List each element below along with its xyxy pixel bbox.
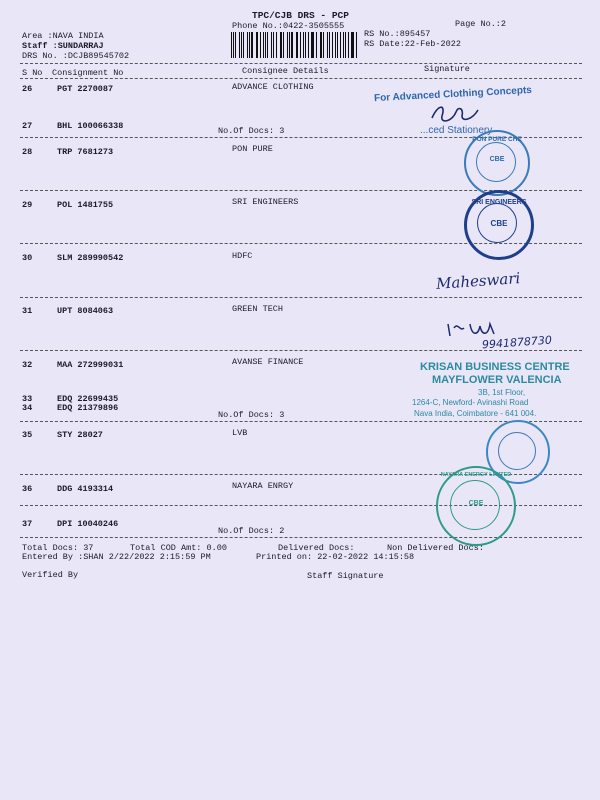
row-sno: 36	[22, 484, 33, 494]
row-divider	[20, 297, 582, 298]
seal-text: PON PURE CHE	[472, 136, 522, 143]
barcode-bar	[267, 32, 268, 58]
rs-date: RS Date:22-Feb-2022	[364, 39, 461, 49]
row-consignment: POL 1481755	[57, 200, 114, 210]
drs-number: DRS No. :DCJB89545702	[22, 51, 130, 61]
barcode	[231, 32, 359, 58]
row-consignment: UPT 8084063	[57, 306, 114, 316]
row-sno: 35	[22, 430, 33, 440]
row-sno: 33	[22, 394, 33, 404]
pon-pure-seal	[464, 130, 530, 196]
row-consignment: BHL 100066338	[57, 121, 124, 131]
row-consignment: PGT 2270087	[57, 84, 114, 94]
barcode-bar	[239, 32, 240, 58]
total-cod: Total COD Amt: 0.00	[130, 543, 227, 553]
barcode-bar	[352, 32, 353, 58]
divider	[20, 78, 582, 79]
seal-city: CBE	[490, 219, 508, 228]
row-consignee: GREEN TECH	[232, 304, 284, 314]
nayara-energy-seal	[436, 466, 516, 546]
phone-signature: 9941878730	[481, 333, 553, 352]
barcode-bar	[323, 32, 324, 58]
row-consignee: ADVANCE CLOTHING	[232, 82, 314, 92]
row-sno: 37	[22, 519, 33, 529]
row-sno: 31	[22, 306, 33, 316]
barcode-bar	[329, 32, 330, 58]
stationery-stamp: ...ced Stationery	[420, 125, 493, 136]
row-consignment: STY 28027	[57, 430, 103, 440]
row-consignment: EDQ 21379896	[57, 403, 119, 413]
sri-engineers-seal	[464, 190, 534, 260]
barcode-bar	[271, 32, 272, 58]
row-sno: 32	[22, 360, 33, 370]
row-consignment: MAA 272999031	[57, 360, 124, 370]
row-sno: 27	[22, 121, 33, 131]
barcode-bar	[283, 32, 284, 58]
seal-city: CBE	[489, 156, 505, 163]
row-docs: No.Of Docs: 2	[218, 526, 285, 536]
barcode-bar	[345, 32, 346, 58]
verified-by: Verified By	[22, 570, 79, 580]
row-consignment: DDG 4193314	[57, 484, 114, 494]
seal-city: CBE	[468, 500, 484, 507]
row-consignment: SLM 289990542	[57, 253, 124, 263]
barcode-bar	[276, 32, 277, 58]
row-consignment: EDQ 22699435	[57, 394, 119, 404]
delivered-docs: Delivered Docs:	[278, 543, 355, 553]
krisan-stamp-line: Nava India, Coimbatore - 641 004.	[414, 409, 537, 418]
row-consignee: AVANSE FINANCE	[232, 357, 304, 367]
krisan-stamp-subtitle: MAYFLOWER VALENCIA	[432, 374, 562, 386]
barcode-bar	[305, 32, 306, 58]
row-sno: 28	[22, 147, 33, 157]
row-consignee: LVB	[232, 428, 248, 438]
row-consignee: PON PURE	[232, 144, 273, 154]
non-delivered-docs: Non Delivered Docs:	[387, 543, 484, 553]
row-docs: No.Of Docs: 3	[218, 126, 285, 136]
barcode-bar	[251, 32, 252, 58]
krisan-stamp-line: 3B, 1st Floor,	[478, 388, 526, 397]
krisan-stamp-line: 1264-C, Newford- Avinashi Road	[412, 398, 529, 407]
total-docs: Total Docs: 37	[22, 543, 94, 553]
row-consignee: SRI ENGINEERS	[232, 197, 299, 207]
col-consignment: Consignment No	[52, 68, 124, 78]
seal-text: SRI ENGINEERS	[471, 199, 527, 206]
barcode-bar	[300, 32, 301, 58]
barcode-bar	[231, 32, 232, 58]
row-consignee: HDFC	[232, 251, 253, 261]
row-sno: 34	[22, 403, 33, 413]
phone-number: Phone No.:0422-3505555	[232, 21, 345, 31]
seal-text: NAYARA ENERGY LIMITED	[440, 472, 512, 478]
row-consignee: NAYARA ENRGY	[232, 481, 294, 491]
row-consignment: TRP 7681273	[57, 147, 114, 157]
barcode-bar	[287, 32, 288, 58]
staff-signature: Staff Signature	[307, 571, 384, 581]
barcode-bar	[343, 32, 344, 58]
row-divider	[20, 421, 582, 422]
area-label: Area :NAVA INDIA	[22, 31, 104, 41]
barcode-bar	[291, 32, 292, 58]
barcode-bar	[335, 32, 336, 58]
advanced-clothing-stamp: For Advanced Clothing Concepts	[373, 84, 533, 105]
printed-on: Printed on: 22-02-2022 14:15:58	[256, 552, 415, 562]
page-number: Page No.:2	[455, 19, 507, 29]
barcode-bar	[260, 32, 261, 58]
rs-number: RS No.:895457	[364, 29, 431, 39]
col-signature: Signature	[424, 64, 470, 74]
row-docs: No.Of Docs: 3	[218, 410, 285, 420]
staff-label: Staff :SUNDARRAJ	[22, 41, 104, 51]
barcode-bar	[247, 32, 248, 58]
col-sno: S No	[22, 68, 43, 78]
krisan-stamp-title: KRISAN BUSINESS CENTRE	[420, 361, 570, 373]
document-title: TPC/CJB DRS - PCP	[252, 10, 349, 21]
row-sno: 26	[22, 84, 33, 94]
maheswari-signature: Maheswari	[435, 269, 521, 293]
barcode-bar	[316, 32, 317, 58]
col-consignee: Consignee Details	[242, 66, 329, 76]
row-sno: 29	[22, 200, 33, 210]
divider	[20, 63, 582, 64]
entered-by: Entered By :SHAN 2/22/2022 2:15:59 PM	[22, 552, 211, 562]
barcode-bar	[312, 32, 313, 58]
row-sno: 30	[22, 253, 33, 263]
barcode-bar	[243, 32, 244, 58]
row-consignment: DPI 10040246	[57, 519, 119, 529]
